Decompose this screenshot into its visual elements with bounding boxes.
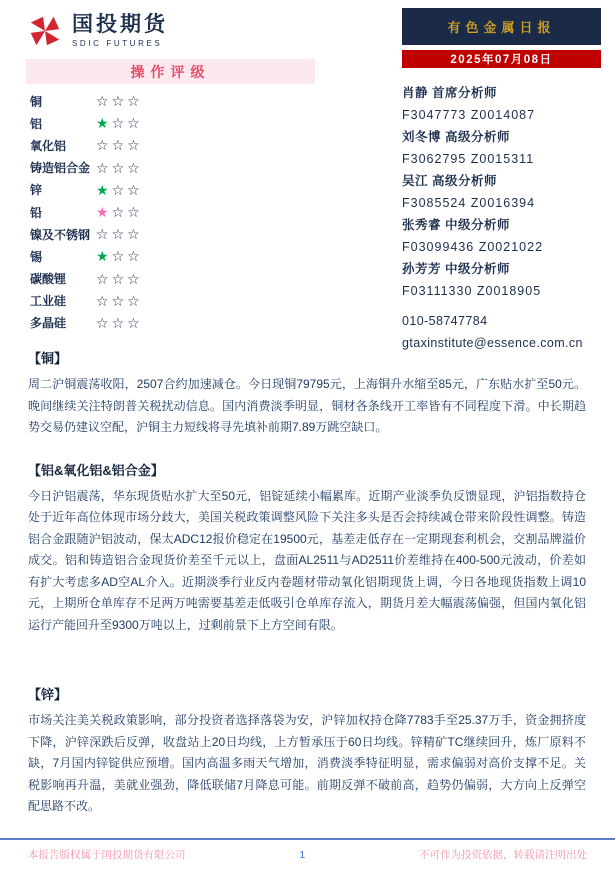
metal-name: 工业硅 (30, 294, 67, 309)
star-outline-icon: ☆ (127, 204, 140, 221)
star-rating (96, 227, 140, 241)
star-outline-icon: ☆ (127, 292, 140, 309)
section-body: 今日沪铝震荡，华东现货贴水扩大至50元，铝锭延续小幅累库。近期产业淡季负反馈显现，沪铝指数持仓处于近年高位体现市场分歧大，美国关税政策调整风险下关注多头是否会持续减仓带来阶段性调整。铸造铝合金跟随沪铝波动，保太ADC12报价稳定在19500元，基差走低存在一定期现套利机会，交割品牌溢价成交。铝和铸造铝合金现货价差至千元以上，盘面AL2511与AD2511价差维持在400-500元波动，价差如有扩大考虑多AD空AL介入。近期淡季行业反内卷题材带动氧化铝期现货上调，今日各地现货指数上调10元，上期所仓单库存不足两万吨需要基差走低吸引仓单库存流入，期货月差大幅震荡偏强，但国内氧化铝运行产能回升至9300万吨以上，过剩前景下上方空间有限。 (28, 488, 586, 632)
report-section (28, 460, 586, 637)
metal-name: 锌 (30, 183, 43, 198)
star-outline-icon: ☆ (111, 270, 125, 287)
metal-name: 铸造铝合金 (30, 161, 91, 176)
rating-panel-title: 操作评级 (26, 59, 315, 84)
rating-row (30, 245, 315, 267)
star-outline-icon: ☆ (127, 270, 140, 287)
star-outline-icon: ☆ (96, 314, 109, 331)
report-footer (0, 847, 615, 862)
star-outline-icon: ☆ (111, 248, 125, 265)
report-section (28, 684, 586, 818)
metal-name: 铝 (30, 116, 43, 131)
rating-row (30, 134, 315, 156)
metal-name: 镍及不锈钢 (30, 227, 91, 242)
analyst-entry (402, 82, 608, 126)
section-title: 【铜】 (28, 351, 68, 366)
footer-divider (0, 838, 615, 840)
star-outline-icon: ☆ (127, 93, 140, 110)
logo-company-name: 国投期货 (72, 12, 168, 36)
section-body: 周二沪铜震荡收阳，2507合约加速减仓。今日现铜79795元，上海铜升水缩至85元，广东贴水扩至50元。晚间继续关注特朗普关税扰动信息。国内消费淡季明显，铜材各条线开工率皆有不同程度下滑。中长期趋势交易仍建议空配，沪铜主力短线将寻先填补前期7.89万跳空缺口。 (28, 377, 586, 434)
report-section (28, 348, 586, 439)
analyst-name: 刘冬博 高级分析师 (402, 130, 510, 144)
star-outline-icon: ☆ (111, 137, 125, 154)
pinwheel-logo-icon (26, 12, 64, 50)
rating-row (30, 201, 315, 223)
analyst-codes: F3047773 Z0014087 (402, 108, 536, 122)
star-outline-icon: ☆ (111, 314, 125, 331)
star-outline-icon: ☆ (127, 137, 140, 154)
section-body: 市场关注美关税政策影响，部分投资者选择落袋为安，沪锌加权持仓降7783手至25.37万手，资金拥挤度下降，沪锌深跌后反弹，收盘站上20日均线，上方暂承压于60日均线。锌精矿TC继续回升，炼厂原料不缺，7月国内锌锭供应预增。国内高温多雨天气增加，消费淡季特征明显，需求偏弱对高价支撑不足。关税影响再升温，美就业强劲，降低联储7月降息可能。前期反弹不破前高，趋势仍偏弱，大方向上反弹空配思路不改。 (28, 713, 586, 813)
star-outline-icon: ☆ (96, 93, 109, 110)
logo-company-name-en: SDIC FUTURES (72, 39, 163, 49)
star-rating (96, 138, 140, 152)
analyst-entry (402, 258, 608, 302)
star-outline-icon: ☆ (127, 115, 140, 132)
report-sections (28, 348, 586, 839)
star-outline-icon: ☆ (111, 292, 125, 309)
analyst-name: 张秀睿 中级分析师 (402, 218, 510, 232)
star-outline-icon: ☆ (96, 137, 109, 154)
star-outline-icon: ☆ (111, 159, 125, 176)
star-outline-icon: ☆ (127, 159, 140, 176)
logo-text-block (72, 14, 168, 48)
star-outline-icon: ☆ (111, 226, 125, 243)
star-outline-icon: ☆ (111, 181, 125, 198)
page-number: 1 (299, 848, 306, 861)
star-outline-icon: ☆ (96, 270, 109, 287)
rating-row (30, 179, 315, 201)
star-outline-icon: ☆ (127, 248, 140, 265)
rating-row (30, 312, 315, 334)
star-rating (96, 161, 140, 175)
metal-name: 铜 (30, 94, 43, 109)
analyst-codes: F3085524 Z0016394 (402, 196, 536, 210)
star-filled-icon: ★ (96, 248, 109, 265)
analyst-entry (402, 170, 608, 214)
rating-row (30, 90, 315, 112)
analyst-codes: F3062795 Z0015311 (402, 152, 535, 166)
report-header (402, 8, 601, 68)
analyst-name: 肖静 首席分析师 (402, 86, 497, 100)
rating-row (30, 112, 315, 134)
rating-row (30, 268, 315, 290)
analyst-name: 吴江 高级分析师 (402, 174, 497, 188)
rating-row (30, 223, 315, 245)
star-outline-icon: ☆ (96, 292, 109, 309)
star-rating (96, 316, 140, 330)
star-outline-icon: ☆ (127, 314, 140, 331)
report-date-badge: 2025年07月08日 (402, 50, 601, 68)
analyst-codes: F03099436 Z0021022 (402, 240, 544, 254)
star-outline-icon: ☆ (127, 226, 140, 243)
star-outline-icon: ☆ (96, 226, 109, 243)
metal-name: 锡 (30, 249, 43, 264)
star-outline-icon: ☆ (111, 204, 125, 221)
metal-name: 多晶硅 (30, 316, 67, 331)
analyst-panel (402, 82, 608, 354)
report-title-badge: 有色金属日报 (402, 8, 601, 45)
star-outline-icon: ☆ (111, 115, 125, 132)
star-rating (96, 272, 140, 286)
star-outline-icon: ☆ (111, 93, 125, 110)
analyst-codes: F03111330 Z0018905 (402, 284, 542, 298)
footer-disclaimer: 不可作为投资依据，转载请注明出处 (419, 849, 587, 861)
contact-phone: 010-58747784 (402, 314, 488, 328)
analyst-list (402, 82, 608, 302)
metal-name: 氧化铝 (30, 138, 67, 153)
company-logo (26, 12, 168, 50)
metal-name: 铅 (30, 205, 43, 220)
star-rating (96, 94, 140, 108)
rating-list (30, 90, 315, 334)
star-rating (96, 116, 140, 130)
star-filled-icon: ★ (96, 115, 109, 132)
star-rating (96, 205, 140, 219)
rating-row (30, 290, 315, 312)
star-rating (96, 294, 140, 308)
star-outline-icon: ☆ (127, 181, 140, 198)
contact-email: gtaxinstitute@essence.com.cn (402, 336, 583, 350)
analyst-name: 孙芳芳 中级分析师 (402, 262, 510, 276)
section-title: 【铝&氧化铝&铝合金】 (28, 462, 164, 478)
metal-name: 碳酸锂 (30, 272, 67, 287)
rating-row (30, 157, 315, 179)
footer-copyright: 本报告版权属于国投期货有限公司 (28, 849, 186, 861)
star-rating (96, 183, 140, 197)
star-rating (96, 249, 140, 263)
analyst-entry (402, 214, 608, 258)
analyst-entry (402, 126, 608, 170)
star-filled-icon: ★ (96, 204, 109, 221)
section-title: 【锌】 (28, 687, 68, 702)
star-outline-icon: ☆ (96, 159, 109, 176)
star-filled-icon: ★ (96, 181, 109, 198)
